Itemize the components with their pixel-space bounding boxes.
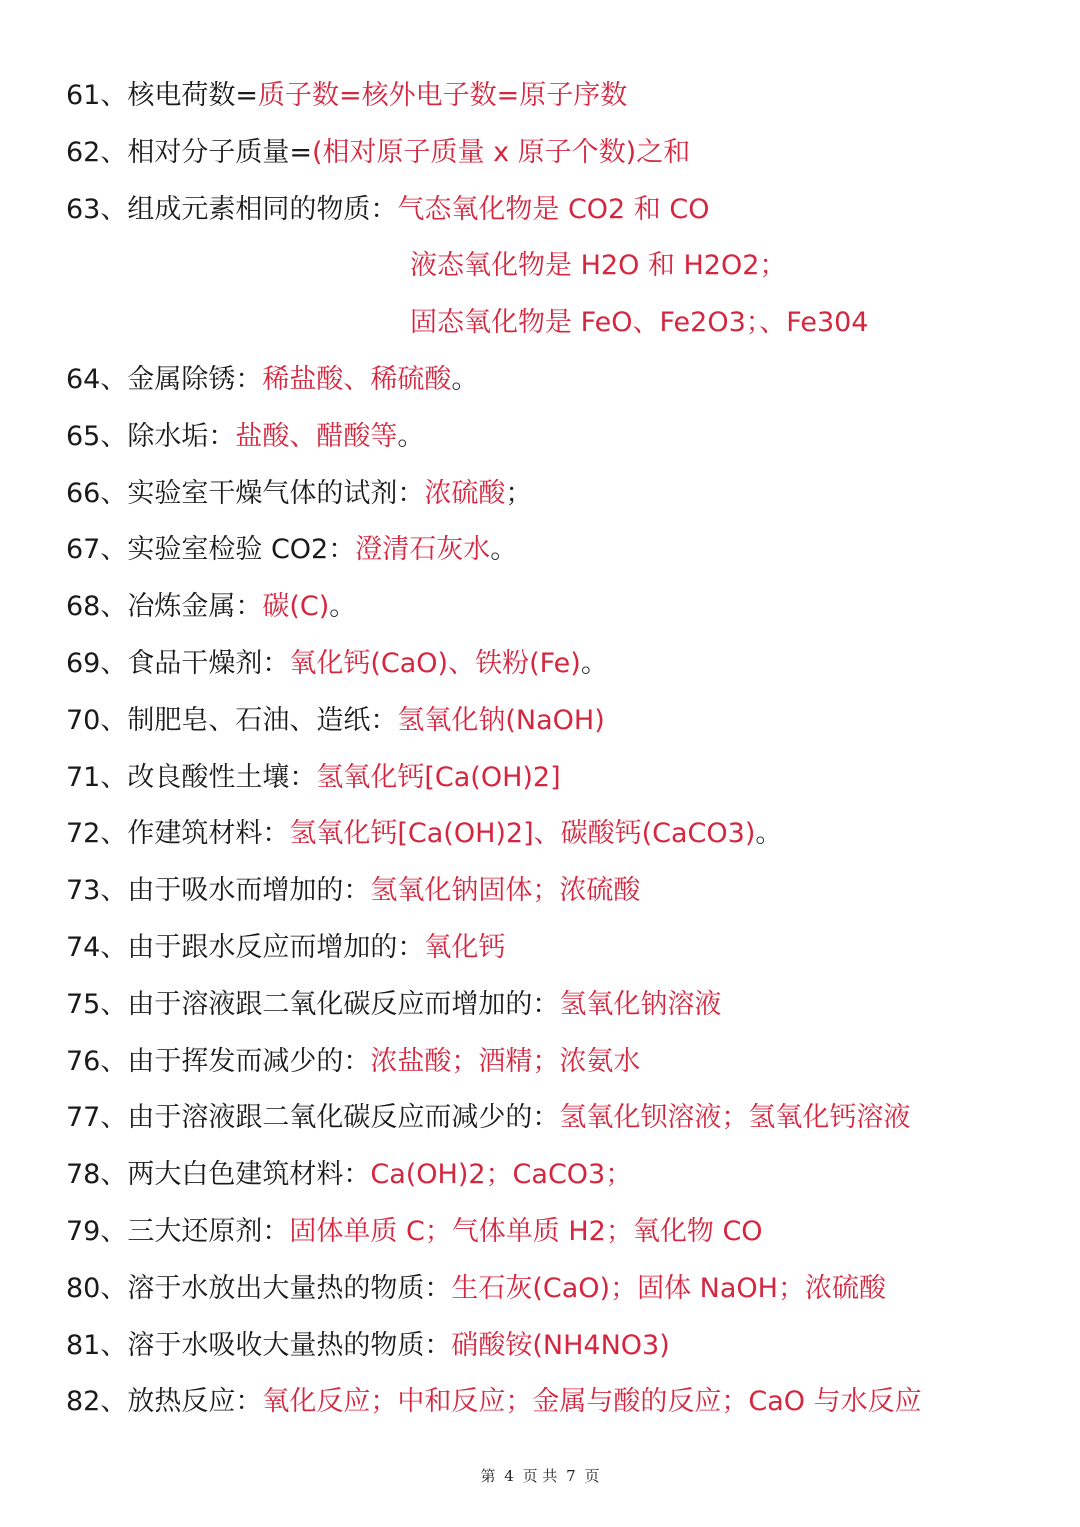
list-item	[66, 125, 1056, 182]
list-item	[66, 977, 1056, 1034]
item-number: 64、	[66, 363, 128, 395]
item-number: 69、	[66, 647, 128, 679]
item-label: 实验室检验 CO2：	[127, 534, 356, 566]
item-label: 作建筑材料：	[127, 818, 290, 850]
item-label: 由于挥发而减少的：	[127, 1045, 371, 1077]
document-body	[66, 68, 1056, 1431]
list-item	[66, 466, 1056, 523]
item-number: 63、	[66, 193, 128, 225]
list-item	[66, 636, 1056, 693]
item-number: 68、	[66, 591, 128, 623]
item-number: 74、	[66, 931, 128, 963]
item-answer: 氢氧化钠溶液	[559, 988, 722, 1020]
item-answer: 氢氧化钙[Ca(OH)2]	[316, 761, 561, 793]
page-footer	[0, 1465, 1080, 1486]
list-item-continuation	[66, 238, 1056, 295]
item-answer: 气态氧化物是 CO2 和 CO	[397, 193, 710, 225]
item-label: 食品干燥剂：	[127, 647, 290, 679]
item-label: 放热反应：	[127, 1386, 263, 1418]
item-answer: 盐酸、醋酸等	[235, 420, 398, 452]
footer-prefix: 第	[480, 1467, 496, 1485]
item-answer: 氧化钙	[424, 931, 506, 963]
item-label: 三大还原剂：	[127, 1215, 290, 1247]
item-answer: 碳(C)	[262, 591, 330, 623]
item-label: 改良酸性土壤：	[127, 761, 317, 793]
item-number: 81、	[66, 1329, 128, 1361]
item-number: 77、	[66, 1102, 128, 1134]
list-item	[66, 409, 1056, 466]
item-tail: 。	[490, 534, 518, 566]
item-number: 72、	[66, 818, 128, 850]
list-item-continuation	[66, 295, 1056, 352]
item-number: 61、	[66, 80, 128, 111]
list-item	[66, 1374, 1056, 1431]
item-tail: 。	[397, 420, 425, 452]
list-item	[66, 182, 1056, 239]
item-label: 金属除锈：	[127, 363, 263, 395]
list-item	[66, 1090, 1056, 1147]
item-number: 65、	[66, 420, 128, 452]
item-answer: 固体单质 C；气体单质 H2；氧化物 CO	[289, 1215, 763, 1247]
item-number: 75、	[66, 988, 128, 1020]
item-answer: 稀盐酸、稀硫酸	[262, 363, 452, 395]
item-label: 由于溶液跟二氧化碳反应而减少的：	[127, 1102, 560, 1134]
item-answer: 浓盐酸；酒精；浓氨水	[370, 1045, 641, 1077]
item-answer: 澄清石灰水	[355, 534, 491, 566]
item-answer: 硝酸铵(NH4NO3)	[451, 1329, 670, 1361]
list-item	[66, 1204, 1056, 1261]
item-label: 实验室干燥气体的试剂：	[127, 477, 425, 509]
item-label: 制肥皂、石油、造纸：	[127, 704, 398, 736]
item-label: 两大白色建筑材料：	[127, 1159, 371, 1191]
item-tail: 。	[451, 363, 479, 395]
footer-total-pages: 7	[566, 1467, 576, 1485]
item-label: 核电荷数=	[127, 80, 258, 111]
list-item	[66, 579, 1056, 636]
footer-suffix: 页	[584, 1467, 600, 1485]
item-label: 冶炼金属：	[127, 591, 263, 623]
item-answer: (相对原子质量 x 原子个数)之和	[311, 136, 691, 168]
item-number: 76、	[66, 1045, 128, 1077]
item-number: 66、	[66, 477, 128, 509]
item-number: 70、	[66, 704, 128, 736]
item-tail: 。	[329, 591, 357, 623]
item-answer: 固态氧化物是 FeO、Fe2O3；、Fe304	[410, 307, 869, 339]
item-answer: 生石灰(CaO)；固体 NaOH；浓硫酸	[451, 1272, 886, 1304]
item-answer: 氢氧化钙[Ca(OH)2]、碳酸钙(CaCO3)	[289, 818, 756, 850]
item-label: 除水垢：	[127, 420, 236, 452]
item-tail: 。	[580, 647, 608, 679]
list-item	[66, 1147, 1056, 1204]
item-answer: 氧化反应；中和反应；金属与酸的反应；CaO 与水反应	[262, 1386, 922, 1418]
list-item	[66, 920, 1056, 977]
item-number: 79、	[66, 1215, 128, 1247]
list-item	[66, 693, 1056, 750]
item-answer: Ca(OH)2；CaCO3；	[370, 1159, 633, 1191]
item-answer: 氢氧化钠固体；浓硫酸	[370, 875, 641, 907]
item-tail: 。	[755, 818, 783, 850]
list-item	[66, 1034, 1056, 1091]
item-number: 67、	[66, 534, 128, 566]
list-item	[66, 750, 1056, 807]
list-item	[66, 863, 1056, 920]
item-label: 相对分子质量=	[127, 136, 312, 168]
item-answer: 氢氧化钠(NaOH)	[397, 704, 605, 736]
item-label: 溶于水吸收大量热的物质：	[127, 1329, 452, 1361]
list-item	[66, 68, 1056, 125]
item-number: 73、	[66, 875, 128, 907]
item-label: 溶于水放出大量热的物质：	[127, 1272, 452, 1304]
item-label: 由于跟水反应而增加的：	[127, 931, 425, 963]
item-label: 由于吸水而增加的：	[127, 875, 371, 907]
list-item	[66, 806, 1056, 863]
list-item	[66, 352, 1056, 409]
list-item	[66, 1261, 1056, 1318]
item-answer: 氢氧化钡溶液；氢氧化钙溶液	[559, 1102, 911, 1134]
footer-middle: 页 共	[522, 1467, 558, 1485]
item-label: 组成元素相同的物质：	[127, 193, 398, 225]
item-answer: 质子数=核外电子数=原子序数	[257, 80, 628, 111]
footer-page-number: 4	[504, 1467, 514, 1485]
list-item	[66, 1318, 1056, 1375]
item-number: 78、	[66, 1159, 128, 1191]
item-answer: 氧化钙(CaO)、铁粉(Fe)	[289, 647, 581, 679]
item-answer: 浓硫酸	[424, 477, 506, 509]
item-number: 71、	[66, 761, 128, 793]
list-item	[66, 522, 1056, 579]
item-number: 82、	[66, 1386, 128, 1418]
item-number: 80、	[66, 1272, 128, 1304]
item-number: 62、	[66, 136, 128, 168]
item-answer: 液态氧化物是 H2O 和 H2O2；	[410, 250, 787, 282]
item-tail: ；	[505, 477, 533, 509]
item-label: 由于溶液跟二氧化碳反应而增加的：	[127, 988, 560, 1020]
